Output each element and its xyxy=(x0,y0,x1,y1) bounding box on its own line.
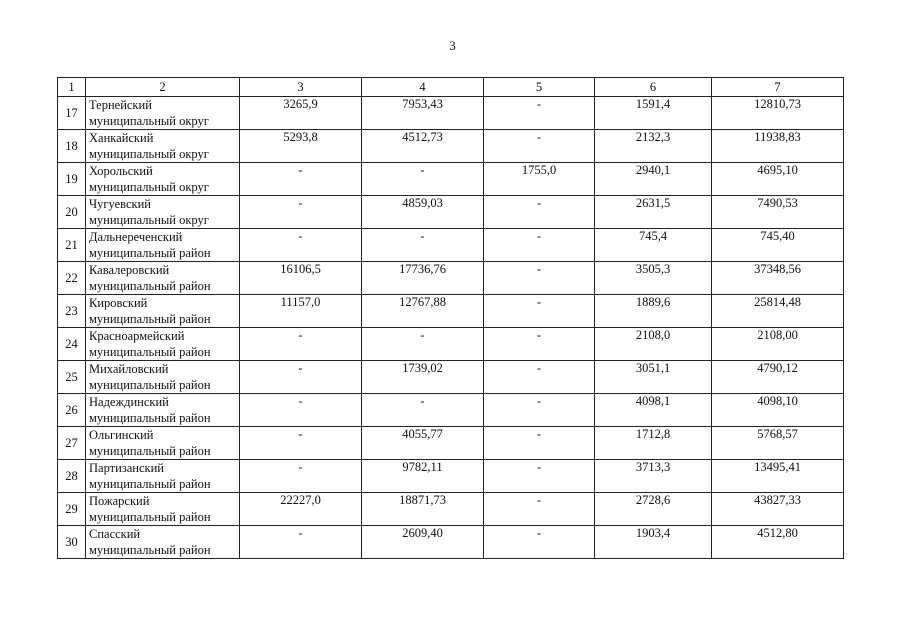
col7-value: 37348,56 xyxy=(712,262,844,295)
row-number: 20 xyxy=(58,196,86,229)
col7-value: 43827,33 xyxy=(712,493,844,526)
municipality-name xyxy=(86,460,240,493)
col5-value: - xyxy=(484,460,595,493)
header-cell: 6 xyxy=(595,78,712,97)
table-row xyxy=(58,196,844,229)
col5-value: - xyxy=(484,229,595,262)
table-row xyxy=(58,130,844,163)
municipality-name-line1: Тернейский xyxy=(89,98,152,112)
page-number: 3 xyxy=(449,38,456,53)
col6-value: 1889,6 xyxy=(595,295,712,328)
col3-value: 16106,5 xyxy=(240,262,362,295)
col4-value: 7953,43 xyxy=(362,97,484,130)
col3-value: 5293,8 xyxy=(240,130,362,163)
municipality-name-line2: муниципальный округ xyxy=(89,114,209,128)
row-number: 18 xyxy=(58,130,86,163)
col4-value: - xyxy=(362,229,484,262)
municipality-name-line2: муниципальный район xyxy=(89,345,211,359)
col5-value: - xyxy=(484,361,595,394)
col3-value: 3265,9 xyxy=(240,97,362,130)
col3-value: - xyxy=(240,394,362,427)
row-number: 21 xyxy=(58,229,86,262)
table-row xyxy=(58,493,844,526)
col6-value: 3505,3 xyxy=(595,262,712,295)
row-number: 19 xyxy=(58,163,86,196)
municipality-name-line1: Партизанский xyxy=(89,461,164,475)
col3-value: - xyxy=(240,328,362,361)
col4-value: 12767,88 xyxy=(362,295,484,328)
col4-value: 2609,40 xyxy=(362,526,484,559)
table-body xyxy=(58,97,844,559)
col7-value: 13495,41 xyxy=(712,460,844,493)
col6-value: 745,4 xyxy=(595,229,712,262)
municipality-name-line2: муниципальный район xyxy=(89,510,211,524)
municipality-name-line1: Надеждинский xyxy=(89,395,169,409)
col6-value: 3713,3 xyxy=(595,460,712,493)
municipality-name xyxy=(86,130,240,163)
col5-value: - xyxy=(484,130,595,163)
col4-value: 9782,11 xyxy=(362,460,484,493)
row-number: 22 xyxy=(58,262,86,295)
col6-value: 2132,3 xyxy=(595,130,712,163)
col3-value: 22227,0 xyxy=(240,493,362,526)
municipality-name-line1: Ханкайский xyxy=(89,131,154,145)
municipality-name xyxy=(86,493,240,526)
row-number: 24 xyxy=(58,328,86,361)
municipality-name-line1: Спасский xyxy=(89,527,141,541)
col5-value: - xyxy=(484,427,595,460)
header-row xyxy=(58,78,844,97)
col5-value: - xyxy=(484,526,595,559)
col3-value: - xyxy=(240,361,362,394)
header-cell: 7 xyxy=(712,78,844,97)
municipality-name xyxy=(86,526,240,559)
row-number: 26 xyxy=(58,394,86,427)
table-row xyxy=(58,262,844,295)
col7-value: 25814,48 xyxy=(712,295,844,328)
col4-value: 4859,03 xyxy=(362,196,484,229)
municipality-name-line1: Михайловский xyxy=(89,362,169,376)
header-cell: 5 xyxy=(484,78,595,97)
col5-value: - xyxy=(484,394,595,427)
municipality-name xyxy=(86,427,240,460)
municipality-name xyxy=(86,97,240,130)
municipality-name-line2: муниципальный округ xyxy=(89,213,209,227)
municipality-name-line2: муниципальный округ xyxy=(89,147,209,161)
municipality-name xyxy=(86,196,240,229)
municipality-name xyxy=(86,295,240,328)
row-number: 27 xyxy=(58,427,86,460)
data-table xyxy=(57,77,844,559)
municipality-name xyxy=(86,229,240,262)
row-number: 29 xyxy=(58,493,86,526)
col6-value: 3051,1 xyxy=(595,361,712,394)
col5-value: - xyxy=(484,262,595,295)
col7-value: 4512,80 xyxy=(712,526,844,559)
table-row xyxy=(58,460,844,493)
municipality-name-line1: Красноармейский xyxy=(89,329,185,343)
municipality-name-line2: муниципальный район xyxy=(89,312,211,326)
municipality-name xyxy=(86,163,240,196)
municipality-name-line2: муниципальный район xyxy=(89,477,211,491)
col4-value: 17736,76 xyxy=(362,262,484,295)
col5-value: 1755,0 xyxy=(484,163,595,196)
municipality-name-line2: муниципальный район xyxy=(89,444,211,458)
header-cell: 3 xyxy=(240,78,362,97)
col4-value: 1739,02 xyxy=(362,361,484,394)
municipality-name-line1: Чугуевский xyxy=(89,197,151,211)
municipality-name xyxy=(86,394,240,427)
col3-value: - xyxy=(240,163,362,196)
municipality-name-line2: муниципальный район xyxy=(89,543,211,557)
row-number: 25 xyxy=(58,361,86,394)
table-row xyxy=(58,427,844,460)
municipality-name xyxy=(86,262,240,295)
col6-value: 2728,6 xyxy=(595,493,712,526)
col4-value: 18871,73 xyxy=(362,493,484,526)
col6-value: 1712,8 xyxy=(595,427,712,460)
municipality-name-line1: Кировский xyxy=(89,296,148,310)
col6-value: 2631,5 xyxy=(595,196,712,229)
col3-value: - xyxy=(240,196,362,229)
table-row xyxy=(58,394,844,427)
col7-value: 12810,73 xyxy=(712,97,844,130)
col6-value: 1591,4 xyxy=(595,97,712,130)
municipality-name xyxy=(86,328,240,361)
col4-value: 4512,73 xyxy=(362,130,484,163)
col3-value: - xyxy=(240,526,362,559)
table-row xyxy=(58,163,844,196)
col7-value: 4695,10 xyxy=(712,163,844,196)
col5-value: - xyxy=(484,493,595,526)
col4-value: - xyxy=(362,394,484,427)
col7-value: 11938,83 xyxy=(712,130,844,163)
municipality-name-line1: Пожарский xyxy=(89,494,150,508)
municipality-name-line2: муниципальный район xyxy=(89,246,211,260)
row-number: 30 xyxy=(58,526,86,559)
col4-value: - xyxy=(362,328,484,361)
header-cell: 1 xyxy=(58,78,86,97)
municipality-name-line1: Кавалеровский xyxy=(89,263,170,277)
table-row xyxy=(58,361,844,394)
row-number: 17 xyxy=(58,97,86,130)
col7-value: 2108,00 xyxy=(712,328,844,361)
table-row xyxy=(58,526,844,559)
col7-value: 5768,57 xyxy=(712,427,844,460)
col6-value: 4098,1 xyxy=(595,394,712,427)
header-cell: 4 xyxy=(362,78,484,97)
municipality-name-line1: Ольгинский xyxy=(89,428,154,442)
col7-value: 745,40 xyxy=(712,229,844,262)
row-number: 23 xyxy=(58,295,86,328)
municipality-name-line1: Дальнереченский xyxy=(89,230,183,244)
municipality-name-line2: муниципальный район xyxy=(89,279,211,293)
municipality-name-line2: муниципальный округ xyxy=(89,180,209,194)
col6-value: 1903,4 xyxy=(595,526,712,559)
col3-value: - xyxy=(240,229,362,262)
col7-value: 4790,12 xyxy=(712,361,844,394)
col5-value: - xyxy=(484,97,595,130)
table-row xyxy=(58,328,844,361)
col6-value: 2108,0 xyxy=(595,328,712,361)
municipality-name-line2: муниципальный район xyxy=(89,378,211,392)
col5-value: - xyxy=(484,328,595,361)
col3-value: 11157,0 xyxy=(240,295,362,328)
col5-value: - xyxy=(484,196,595,229)
table-row xyxy=(58,229,844,262)
table-row xyxy=(58,97,844,130)
municipality-name xyxy=(86,361,240,394)
col7-value: 4098,10 xyxy=(712,394,844,427)
header-cell: 2 xyxy=(86,78,240,97)
col4-value: 4055,77 xyxy=(362,427,484,460)
col4-value: - xyxy=(362,163,484,196)
col7-value: 7490,53 xyxy=(712,196,844,229)
row-number: 28 xyxy=(58,460,86,493)
col3-value: - xyxy=(240,460,362,493)
municipality-name-line1: Хорольский xyxy=(89,164,153,178)
municipality-name-line2: муниципальный район xyxy=(89,411,211,425)
col3-value: - xyxy=(240,427,362,460)
col6-value: 2940,1 xyxy=(595,163,712,196)
col5-value: - xyxy=(484,295,595,328)
table-row xyxy=(58,295,844,328)
